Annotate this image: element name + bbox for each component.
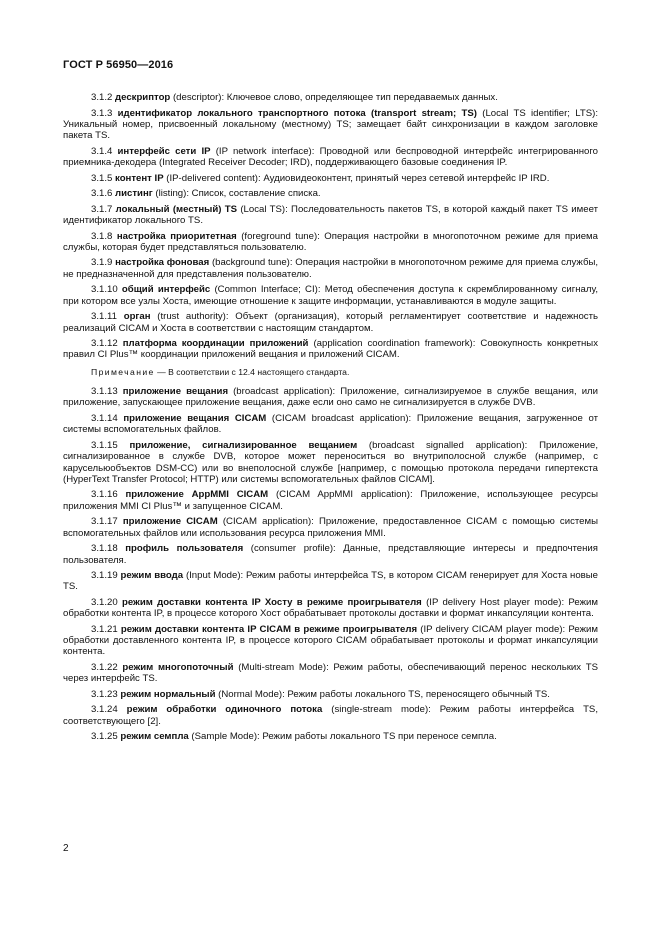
entry-description: (single-stream mode): Режим работы интерфейса TS, соответствующего [2].	[63, 704, 598, 727]
entry-description: (background tune): Операция настройки в многопоточном режиме для приема службы, не предназначенной для представления пользователю.	[63, 257, 599, 280]
definition-entry	[63, 597, 598, 620]
entry-description: (application coordination framework): Совокупность конкретных правил CI Plus™ координации приложений вещания и приложений CICAM.	[63, 338, 598, 361]
entry-description: (IP-delivered content): Аудиовидеоконтент, принятый через сетевой интерфейс IP IRD.	[163, 172, 550, 184]
entry-term: приложение AppMMI CICAM	[125, 489, 269, 501]
entry-term: настройка фоновая	[115, 257, 210, 269]
entry-description: (IP delivery CICAM player mode): Режим обработки доставленного контента IP, в процессе которого CICAM обрабатывает протоколы и формат инкапсуляции контента.	[63, 623, 598, 658]
entry-number: 3.1.20	[91, 596, 118, 608]
entry-term: контент IP	[115, 172, 164, 184]
entry-description: (consumer profile): Данные, представляющие интересы и предпочтения пользователя.	[63, 543, 598, 566]
entry-term: приложение вещания CICAM	[123, 412, 267, 424]
definition-entry	[63, 188, 598, 199]
definition-entry	[63, 386, 598, 409]
note	[63, 367, 598, 378]
entry-number: 3.1.9	[91, 257, 113, 269]
entry-number: 3.1.2	[91, 92, 113, 103]
entry-number: 3.1.8	[91, 230, 113, 242]
entry-number: 3.1.7	[91, 203, 113, 215]
entry-number: 3.1.16	[91, 489, 118, 501]
definition-entry	[63, 338, 598, 361]
definition-entry	[63, 704, 598, 727]
entry-term: режим доставки контента IP CICAM в режиме проигрывателя	[120, 623, 418, 635]
entry-number: 3.1.6	[91, 188, 113, 200]
entry-term: общий интерфейс	[121, 284, 211, 296]
entry-number: 3.1.21	[91, 623, 118, 635]
entry-number: 3.1.15	[91, 439, 118, 451]
entry-number: 3.1.12	[91, 338, 118, 350]
entry-number: 3.1.25	[91, 731, 118, 743]
definition-entry	[63, 570, 598, 593]
entry-term: орган	[123, 311, 151, 323]
definition-entry	[63, 146, 598, 169]
entry-description: (trust authority): Объект (организация), который регламентирует соответствие и надежность реализаций CICAM и Хоста в соответствии с настоящим стандартом.	[63, 311, 598, 334]
entry-term: режим ввода	[120, 570, 184, 582]
definition-entry	[63, 516, 598, 539]
entry-number: 3.1.11	[91, 311, 117, 323]
entry-term: настройка приоритетная	[116, 230, 237, 242]
entry-description: (IP network interface): Проводной или беспроводной интерфейс интегрированного приемника-декодера (Integrated Receiver Decoder; IRD), поддерживающего базовые соединения IP.	[63, 145, 599, 169]
entry-term: приложение вещания	[122, 386, 229, 398]
entry-term: платформа координации приложений	[122, 338, 309, 350]
entry-term: режим нормальный	[120, 688, 216, 700]
entry-number: 3.1.17	[91, 516, 118, 528]
entry-description: (Sample Mode): Режим работы локального TS при переносе семпла.	[188, 731, 497, 743]
entry-term: режим доставки контента IP Хосту в режиме проигрывателя	[121, 596, 422, 608]
entry-description: (Local TS): Последовательность пакетов TS, в которой каждый пакет TS имеет идентификатор локального TS.	[63, 203, 598, 227]
definition-entry	[63, 173, 598, 184]
entry-description: (broadcast signalled application): Приложение, сигнализированное в службе DVB, которое может переноситься во внутриполосной службе (например, с карусельюобъектов DSM-CC) или во внеполосной службе [например, с помощью протокола передачи гипертекста (HyperText Transfer Protocol; HTTP) или системы вспомогательных файлов CICAM].	[63, 439, 598, 485]
note-label: Примечание	[91, 366, 155, 377]
entry-term: режим семпла	[120, 731, 189, 743]
entry-number: 3.1.14	[91, 412, 118, 424]
definition-entry	[63, 440, 598, 485]
entry-description: (listing): Список, составление списка.	[152, 188, 321, 200]
definition-entry	[63, 731, 598, 742]
entry-term: локальный (местный) TS	[115, 203, 238, 215]
note-text: — В соответствии с 12.4 настоящего стандарта.	[154, 366, 350, 377]
entry-description: (Local TS identifier; LTS): Уникальный номер, присвоенный локальному (местному) TS; замещает байт синхронизации в каждом заголовке пакета TS.	[63, 107, 598, 142]
entry-description: (Common Interface; CI): Метод обеспечения доступа к скремблированному сигналу, при котором все узлы Хоста, имеющие отношение к защите информации, устанавливаются в модуле защиты.	[63, 284, 598, 307]
entry-number: 3.1.5	[91, 172, 113, 184]
entry-description: (Normal Mode): Режим работы локального TS, переносящего обычный TS.	[215, 688, 550, 700]
entry-number: 3.1.23	[91, 688, 118, 700]
definition-entry	[63, 284, 598, 307]
entry-description: (Input Mode): Режим работы интерфейса TS, в котором CICAM генерирует для Хоста новые TS.	[63, 570, 598, 593]
entry-number: 3.1.4	[91, 145, 113, 157]
entry-term: режим многопоточный	[122, 662, 234, 673]
entry-description: (Multi-stream Mode): Режим работы, обеспечивающий перенос нескольких TS через интерфейс TS.	[63, 662, 599, 685]
definition-entry	[63, 231, 598, 254]
definition-entry	[63, 624, 598, 658]
entry-number: 3.1.24	[91, 704, 118, 716]
definition-entry	[63, 413, 598, 436]
definition-entry	[63, 257, 598, 280]
entry-number: 3.1.22	[91, 662, 118, 673]
entry-number: 3.1.13	[91, 386, 118, 398]
entry-description: (IP delivery Host player mode): Режим обработки контента IP, в процессе которого Хост обрабатывает протоколы доставки и формат инкапсуляции контента.	[63, 596, 598, 620]
entry-description: (descriptor): Ключевое слово, определяющее тип передаваемых данных.	[170, 92, 498, 103]
entry-description: (CICAM application): Приложение, предоставленное CICAM с помощью системы вспомогательных файлов или использования ресурса приложения MMI.	[63, 516, 598, 539]
entry-term: режим обработки одиночного потока	[126, 704, 323, 716]
standard-designation: ГОСТ Р 56950—2016	[63, 59, 174, 71]
entry-term: дескриптор	[115, 92, 171, 103]
entry-number: 3.1.19	[91, 570, 118, 582]
entry-term: интерфейс сети IP	[117, 145, 211, 157]
entry-number: 3.1.10	[91, 284, 118, 296]
entry-number: 3.1.3	[91, 107, 113, 119]
entry-term: идентификатор локального транспортного потока (transport stream; TS)	[117, 107, 477, 119]
definition-entry	[63, 108, 598, 142]
definition-entry	[63, 204, 598, 227]
entry-term: профиль пользователя	[125, 543, 244, 555]
definition-entry	[63, 92, 598, 103]
entry-description: (CICAM broadcast application): Приложение вещания, загруженное от системы вспомогательных файлов.	[63, 412, 598, 436]
definitions-list	[63, 92, 598, 747]
entry-term: листинг	[115, 188, 153, 200]
definition-entry	[63, 489, 598, 512]
entry-number: 3.1.18	[91, 543, 118, 555]
entry-term: приложение, сигнализированное вещанием	[129, 439, 358, 451]
entry-description: (broadcast application): Приложение, сигнализируемое в службе вещания, или приложение, запускающее приложение вещания, даже если оно само не сигнализируется в службе DVB.	[63, 386, 599, 409]
definition-entry	[63, 689, 598, 700]
entry-description: (foreground tune): Операция настройки в многопоточном режиме для приема службы, которая будет представляться пользователю.	[63, 230, 598, 253]
definition-entry	[63, 662, 598, 685]
definition-entry	[63, 543, 598, 566]
definition-entry	[63, 311, 598, 334]
entry-term: приложение CICAM	[122, 516, 218, 528]
page-number: 2	[63, 843, 69, 854]
entry-description: (CICAM AppMMI application): Приложение, использующее ресурсы приложения MMI CI Plus™ и запущенное CICAM.	[63, 489, 598, 512]
